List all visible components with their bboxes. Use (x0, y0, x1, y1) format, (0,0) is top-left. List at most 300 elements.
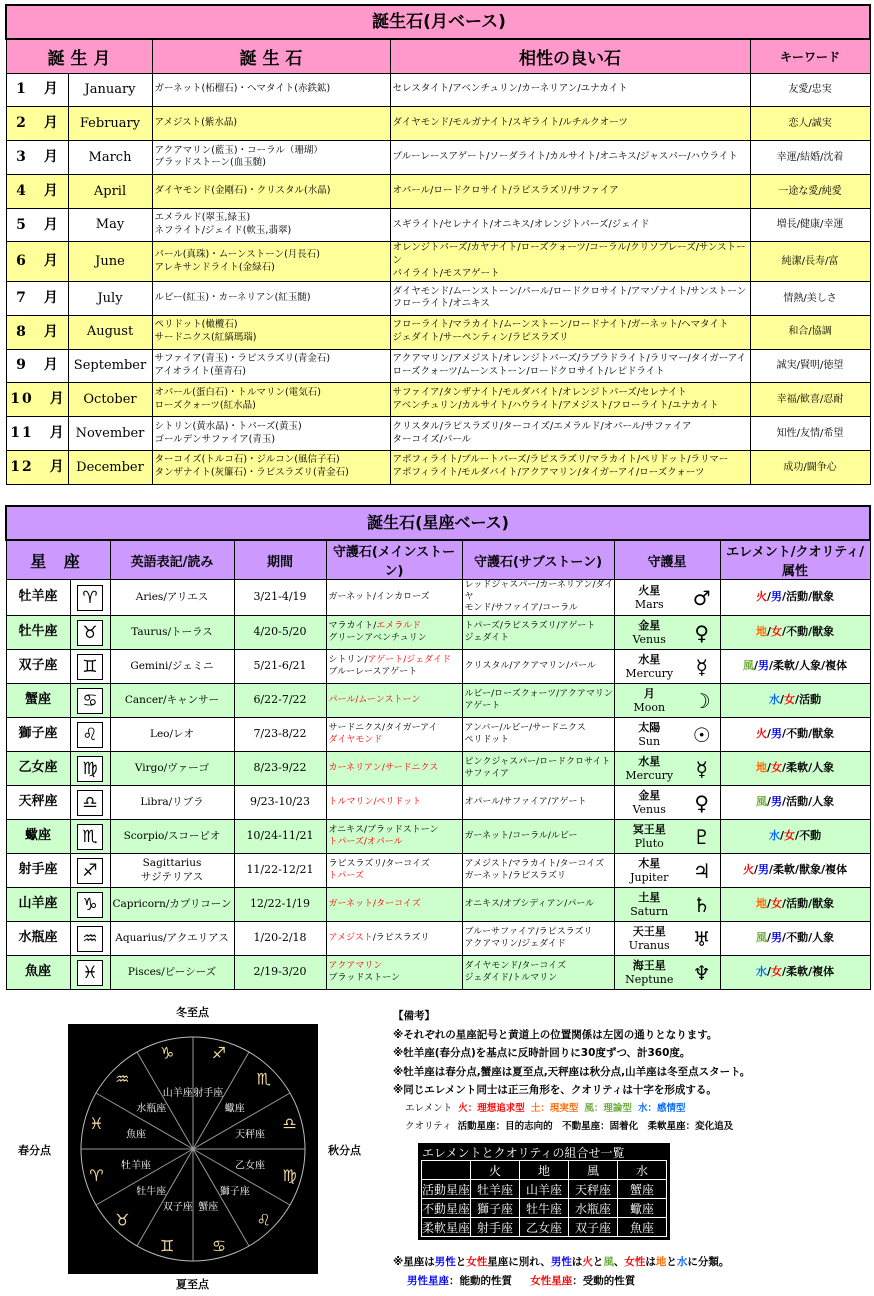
element-water: 水：感情型 (637, 1102, 686, 1114)
element-cell (720, 580, 870, 616)
sub-stone-line: ダイヤモンド/ターコイズ (464, 960, 566, 971)
sub-stone-line: ピンクジャスパー/ロードクロサイト (464, 756, 611, 767)
birthstone-line: サードニクス(紅縞瑪瑙) (154, 332, 257, 344)
month-cell: 4 月 (6, 174, 68, 208)
guardian-planet-cell (614, 786, 684, 820)
planet-symbol-icon: ♄ (684, 888, 720, 922)
reading-cell (110, 888, 234, 922)
foot-text: 星座に別れ、 (487, 1256, 551, 1268)
header-zodiac: 星 座 (6, 540, 110, 580)
table-row (6, 450, 870, 484)
birthstone-cell (152, 242, 390, 281)
planet-name: 水星 (638, 755, 661, 769)
zodiac-name-cell: 獅子座 (6, 718, 70, 752)
planet-name: 月 (643, 687, 655, 701)
zodiac-name-cell: 双子座 (6, 650, 70, 684)
main-stone-text: マラカイト/ (328, 620, 377, 631)
period-cell: 10/24-11/21 (234, 820, 326, 854)
sub-stone-line: ガーネット/コーラル/ルビー (464, 830, 578, 841)
planet-english: Pluto (634, 836, 664, 850)
guardian-planet-cell (614, 888, 684, 922)
main-stone-line (329, 763, 462, 775)
reading-cell (110, 752, 234, 786)
keyword-cell: 誠実/賢明/徳望 (750, 349, 870, 383)
zodiac-name-cell: 牡牛座 (6, 616, 70, 650)
element-value: 水 (769, 829, 781, 843)
element-cell (720, 922, 870, 956)
table-row (6, 383, 870, 417)
compatible-cell (390, 107, 750, 141)
birthstone-line: エメラルド(翠玉,緑玉) (154, 212, 251, 224)
attributes-value: /柔軟/獣象/複体 (769, 863, 848, 877)
element-cell (720, 752, 870, 786)
quality-legend-text: 活動星座：目的志向的 不動星座：固着化 柔軟星座：変化追及 (457, 1121, 734, 1132)
compatible-line: アクアマリン/アメジスト/オレンジトパーズ/ラブラドライト/ラリマー/タイガーアイ (392, 353, 746, 365)
compatible-cell (390, 208, 750, 242)
main-stone-line: トパーズ/オパール (328, 836, 403, 847)
element-value: 火 (756, 727, 768, 741)
sub-stone-cell (462, 650, 614, 684)
reading-cell (110, 922, 234, 956)
sub-stone-cell (462, 580, 614, 616)
zodiac-sign-icon: ♍ (77, 756, 103, 782)
month-english-cell: July (68, 281, 152, 315)
wheel-sign-label: 双子座 (162, 1201, 193, 1213)
compatible-cell (390, 315, 750, 349)
gender-value: 女 (771, 897, 783, 911)
element-cell (720, 684, 870, 718)
compatible-line: セレスタイト/アベンチュリン/カーネリアン/ユナカイト (392, 83, 628, 95)
foot-male-sign: 男性星座 (407, 1275, 449, 1287)
compatible-line: サファイア/タンザナイト/モルダバイト/オレンジトパーズ/セレナイト (392, 386, 687, 398)
birthstone-cell (152, 349, 390, 383)
table-row (6, 107, 870, 141)
zodiac-sign-icon: ♉ (77, 620, 103, 646)
element-value: 風 (756, 795, 768, 809)
compatible-line: アベンチュリン/カルサイト/ハウライト/アメジスト/フローライト/ユナカイト (392, 399, 719, 411)
planet-name: 海王星 (632, 959, 666, 973)
sub-stone-line: サファイア (464, 768, 510, 779)
gender-value: 男 (758, 863, 770, 877)
zodiac-symbol-cell (70, 580, 110, 616)
header-guardian-planet: 守護星 (614, 540, 720, 580)
notes-section (393, 1007, 868, 1137)
month-english-cell: January (68, 73, 152, 107)
main-stone-red: パール/ムーンストーン (328, 694, 421, 705)
gender-value: 男 (758, 659, 770, 673)
gender-value: 男 (771, 727, 783, 741)
combo-cell: 双子座 (569, 1218, 618, 1237)
birthstone-cell (152, 315, 390, 349)
table-row (6, 820, 870, 854)
main-stone-cell (326, 922, 462, 956)
element-legend (393, 1100, 868, 1119)
header-period: 期間 (234, 540, 326, 580)
zodiac-symbol-cell (70, 786, 110, 820)
planet-symbol-icon: ♀ (684, 786, 720, 820)
birthstone-line: ターコイズ(トルコ石)・ジルコン(風信子石) (154, 454, 340, 466)
zodiac-symbol-cell (70, 752, 110, 786)
zodiac-symbol-cell (70, 922, 110, 956)
quality-legend-label: クオリティ (405, 1121, 452, 1132)
sub-stone-line: アクアマリン/ジェダイド (464, 938, 566, 949)
sub-stone-cell (462, 752, 614, 786)
sub-stone-line: アンバー/ルビー/サードニクス (464, 722, 586, 733)
planet-name: 火星 (638, 584, 661, 598)
reading-cell (110, 580, 234, 616)
compatible-cell (390, 73, 750, 107)
period-cell: 5/21-6/21 (234, 650, 326, 684)
planet-name: 木星 (638, 857, 661, 871)
guardian-planet-cell (614, 580, 684, 616)
gender-notes (393, 1253, 729, 1291)
reading-line: Leo/レオ (149, 727, 195, 740)
sub-stone-line: オパール/サファイア/アゲート (464, 796, 587, 807)
element-cell (720, 718, 870, 752)
table-row (6, 684, 870, 718)
reading-line: Cancer/キャンサー (124, 693, 220, 706)
compatible-line: クリスタル/ラピスラズリ/ターコイズ/エメラルド/オパール/サファイア (392, 420, 692, 432)
notes-line: ※牡羊座は春分点,蟹座は夏至点,天秤座は秋分点,山羊座は冬至点スタート。 (393, 1065, 751, 1078)
separator: / (767, 625, 772, 639)
combo-cell: 魚座 (618, 1218, 667, 1237)
main-stone-line (329, 592, 462, 604)
birthstone-line: サファイア(青玉)・ラピスラズリ(青金石) (154, 353, 331, 365)
guardian-planet-cell (614, 922, 684, 956)
main-stone-cell (326, 580, 462, 616)
element-earth: 土：現実型 (530, 1102, 579, 1114)
birthstone-line: オパール(蛋白石)・トルマリン(電気石) (154, 386, 321, 398)
foot-water: 水 (676, 1256, 688, 1268)
month-english-cell: October (68, 383, 152, 417)
main-stone-line (329, 695, 462, 707)
reading-line: Capricorn/カプリコーン (112, 897, 232, 910)
gender-line-1 (393, 1253, 729, 1272)
sub-stone-line: ジェダイト (464, 632, 510, 643)
element-value: 水 (756, 965, 768, 979)
planet-name: 太陽 (638, 721, 661, 735)
zodiac-name-cell: 牡羊座 (6, 580, 70, 616)
planet-symbol-icon: ♃ (684, 854, 720, 888)
keyword-cell: 友愛/忠実 (750, 73, 870, 107)
compatible-cell (390, 450, 750, 484)
planet-symbol-icon: ♂ (684, 580, 720, 616)
element-cell (720, 616, 870, 650)
table-row (6, 854, 870, 888)
foot-text: と (592, 1256, 604, 1268)
autumn-equinox-label: 秋分点 (328, 1144, 361, 1157)
guardian-planet-cell (614, 956, 684, 990)
table-row (6, 174, 870, 208)
sub-stone-cell (462, 922, 614, 956)
separator: / (780, 829, 785, 843)
main-stone-red: ガーネット/ターコイズ (328, 898, 421, 909)
reading-line: Aquarius/アクエリアス (115, 931, 229, 944)
header-birthstone: 誕 生 石 (152, 39, 390, 73)
sub-stone-cell (462, 956, 614, 990)
period-cell: 2/19-3/20 (234, 956, 326, 990)
reading-line: Sagittarius (142, 856, 202, 869)
sub-stone-line: モンド/サファイア/コーラル (464, 603, 578, 614)
compatible-line: フローライト/マラカイト/ムーンストーン/ロードナイト/ガーネット/ヘマタイト (392, 319, 729, 331)
main-stone-cell (326, 820, 462, 854)
notes-title: 【備考】 (393, 1010, 435, 1022)
zodiac-sign-icon: ♒ (77, 926, 103, 952)
zodiac-wheel-area (0, 1003, 380, 1293)
main-stone-cell (326, 786, 462, 820)
month-cell: 12 月 (6, 450, 68, 484)
attributes-value: /活動/獣象 (782, 590, 835, 604)
planet-symbol-icon: ♇ (684, 820, 720, 854)
main-stone-red: エメラルド (376, 620, 421, 631)
main-stone-red: カーネリアン/サードニクス (328, 762, 439, 773)
winter-solstice-label: 冬至点 (176, 1006, 209, 1019)
compatible-line: ローズクォーツ/ムーンストーン/ロードクロサイト/レピドライト (392, 365, 665, 377)
birthstone-line: ルビー(紅玉)・カーネリアン(紅玉髄) (154, 291, 311, 303)
combo-title: エレメントとクオリティの組合せ一覧 (422, 1146, 625, 1160)
element-value: 地 (756, 761, 768, 775)
wheel-sign-icon: ♋ (211, 1236, 227, 1256)
compatible-cell (390, 174, 750, 208)
zodiac-table-title: 誕生石(星座ベース) (6, 506, 870, 540)
header-keywords: キーワード (750, 39, 870, 73)
gender-value: 女 (784, 829, 796, 843)
main-stone-text: オニキス/ブラッドストーン (328, 824, 439, 835)
gender-value: 男 (771, 931, 783, 945)
zodiac-sign-icon: ♓ (77, 960, 103, 986)
wheel-sign-icon: ♉ (115, 1210, 130, 1230)
main-stone-line (329, 723, 462, 735)
gender-value: 女 (784, 693, 796, 707)
month-birthstone-table (5, 4, 871, 485)
main-stone-line: トパーズ (328, 870, 364, 881)
compatible-line: ダイヤモンド/ムーンストーン/パール/ロードクロサイト/アマゾナイト/サンストーン (392, 285, 747, 297)
month-cell: 3 月 (6, 141, 68, 175)
compatible-line: オレンジトパーズ/カヤナイト/ローズクォーツ/コーラル/クリソプレーズ/サンストーン (392, 242, 746, 267)
reading-line: Virgo/ヴァーゴ (134, 761, 210, 774)
wheel-sign-icon: ♍ (282, 1165, 297, 1185)
table-row (6, 73, 870, 107)
period-cell: 6/22-7/22 (234, 684, 326, 718)
sub-stone-cell (462, 718, 614, 752)
planet-name: 冥王星 (632, 823, 666, 837)
summer-solstice-label: 夏至点 (176, 1278, 209, 1291)
zodiac-sign-icon: ♏ (77, 824, 103, 850)
combo-cell: 活動星座 (422, 1180, 471, 1199)
main-stone-cell (326, 684, 462, 718)
combo-header-cell: 風 (569, 1161, 618, 1180)
gender-value: 男 (771, 795, 783, 809)
planet-symbol-icon: ♅ (684, 922, 720, 956)
zodiac-symbol-cell (70, 854, 110, 888)
wheel-sign-icon: ♒ (115, 1069, 130, 1089)
period-cell: 7/23-8/22 (234, 718, 326, 752)
main-stone-cell (326, 752, 462, 786)
header-sub-stone: 守護石(サブストーン) (462, 540, 614, 580)
planet-english: Saturn (630, 904, 669, 918)
compatible-line: パイライト/モスアゲート (392, 268, 500, 280)
attributes-value: /活動 (795, 693, 822, 707)
foot-male-desc: ：能動的性質 (449, 1275, 512, 1287)
compatible-line: スギライト/セレナイト/オニキス/オレンジトパーズ/ジェイド (392, 218, 650, 230)
planet-english: Mercury (625, 768, 674, 782)
keyword-cell: 幸福/歓喜/忍耐 (750, 383, 870, 417)
birthstone-cell (152, 450, 390, 484)
main-stone-red: アクアマリン (328, 960, 383, 971)
main-stone-red: トルマリン/ペリドット (328, 796, 422, 807)
sub-stone-line: アメジスト/マラカイト/ターコイズ (464, 858, 605, 869)
attributes-value: /活動/人象 (782, 795, 835, 809)
month-english-cell: November (68, 417, 152, 451)
birthstone-line: シトリン(黄水晶)・トパーズ(黄玉) (154, 420, 302, 432)
attributes-value: /柔軟/複体 (782, 965, 835, 979)
keyword-cell: 増長/健康/幸運 (750, 208, 870, 242)
compatible-cell (390, 349, 750, 383)
reading-cell (110, 684, 234, 718)
wheel-sign-icon: ♈ (89, 1165, 104, 1185)
gender-value: 女 (771, 965, 783, 979)
foot-female-sign: 女性星座 (530, 1275, 573, 1287)
notes-line: ※それぞれの星座記号と黄道上の位置関係は左図の通りとなります。 (393, 1028, 718, 1041)
wheel-sign-label: 射手座 (193, 1088, 224, 1100)
birthstone-line: ガーネット(柘榴石)・ヘマタイト(赤鉄鉱) (154, 83, 331, 95)
element-value: 風 (743, 659, 754, 673)
reading-line: Aries/アリエス (135, 590, 209, 603)
table-row (6, 242, 870, 281)
sub-stone-line: ガーネット/ラピスラズリ (464, 870, 566, 881)
sub-stone-line: クリスタル/アクアマリン/パール (464, 660, 596, 671)
foot-air: 風 (603, 1256, 614, 1268)
separator: / (767, 931, 772, 945)
zodiac-sign-icon: ♈ (77, 585, 103, 611)
combo-cell: 乙女座 (520, 1218, 569, 1237)
main-stone-text: /ラピスラズリ (372, 932, 430, 943)
gender-line-2 (393, 1272, 729, 1291)
main-stone-line: ブラッドストーン (328, 972, 401, 983)
guardian-planet-cell (614, 854, 684, 888)
gender-value: 女 (771, 625, 783, 639)
compatible-cell (390, 281, 750, 315)
planet-english: Mars (634, 597, 664, 611)
zodiac-name-cell: 魚座 (6, 956, 70, 990)
element-air: 風：理論型 (584, 1102, 632, 1114)
main-stone-cell (326, 718, 462, 752)
reading-line: Gemini/ジェミニ (130, 659, 214, 672)
keyword-cell: 和合/協調 (750, 315, 870, 349)
main-stone-line: ダイヤモンド (328, 734, 383, 745)
compatible-line: ターコイズ/パール (392, 433, 472, 445)
table-row (6, 141, 870, 175)
birthstone-line: アレキサンドライト(金緑石) (154, 261, 275, 273)
main-stone-line (329, 933, 462, 945)
compatible-cell (390, 141, 750, 175)
table-row (6, 315, 870, 349)
sub-stone-line: トパーズ/ラピスラズリ/アゲート (464, 620, 596, 631)
reading-line: サジテリアス (140, 870, 204, 883)
table-row (6, 580, 870, 616)
attributes-value: /不動/獣象 (782, 625, 835, 639)
birthstone-cell (152, 174, 390, 208)
reading-line: Scorpio/スコーピオ (123, 829, 221, 842)
planet-name: 金星 (638, 789, 661, 803)
wheel-sign-icon: ♏ (256, 1069, 271, 1089)
main-stone-text: シトリン/ (328, 654, 368, 665)
birthstone-cell (152, 208, 390, 242)
element-value: 地 (756, 625, 768, 639)
birthstone-line: ブラッドストーン(血玉髄) (154, 157, 266, 169)
combo-cell: 獅子座 (471, 1199, 520, 1218)
wheel-sign-label: 天秤座 (234, 1129, 265, 1141)
reading-line: Pisces/ピーシーズ (127, 965, 217, 978)
zodiac-sign-icon: ♋ (77, 688, 103, 714)
keyword-cell: 成功/闘争心 (750, 450, 870, 484)
foot-female-desc: ：受動的性質 (572, 1275, 636, 1287)
guardian-planet-cell (614, 616, 684, 650)
element-cell (720, 854, 870, 888)
month-cell: 8 月 (6, 315, 68, 349)
element-quality-combo-table (418, 1143, 670, 1240)
planet-english: Neptune (625, 972, 674, 986)
combo-header-cell (422, 1161, 471, 1180)
guardian-planet-cell (614, 650, 684, 684)
reading-cell (110, 786, 234, 820)
main-stone-cell (326, 956, 462, 990)
zodiac-name-cell: 蟹座 (6, 684, 70, 718)
zodiac-symbol-cell (70, 684, 110, 718)
gender-value: 女 (771, 761, 783, 775)
month-english-cell: December (68, 450, 152, 484)
header-main-stone: 守護石(メインストーン) (326, 540, 462, 580)
foot-text: と (455, 1256, 467, 1268)
table-row (6, 718, 870, 752)
zodiac-name-cell: 乙女座 (6, 752, 70, 786)
period-cell: 9/23-10/23 (234, 786, 326, 820)
sub-stone-cell (462, 820, 614, 854)
zodiac-sign-icon: ♊ (77, 654, 103, 680)
planet-symbol-icon: ☽ (684, 684, 720, 718)
month-cell: 9 月 (6, 349, 68, 383)
month-cell: 2 月 (6, 107, 68, 141)
combo-cell: 不動星座 (422, 1199, 471, 1218)
month-cell: 5 月 (6, 208, 68, 242)
planet-english: Sun (638, 734, 661, 748)
zodiac-symbol-cell (70, 718, 110, 752)
planet-name: 土星 (638, 891, 661, 905)
wheel-sign-label: 牡牛座 (136, 1186, 167, 1198)
reading-cell (110, 956, 234, 990)
element-cell (720, 786, 870, 820)
combo-cell: 蟹座 (618, 1180, 667, 1199)
guardian-planet-cell (614, 752, 684, 786)
wheel-sign-label: 乙女座 (234, 1160, 265, 1172)
keyword-cell: 知性/友情/希望 (750, 417, 870, 451)
wheel-sign-label: 獅子座 (219, 1186, 250, 1198)
month-cell: 1 月 (6, 73, 68, 107)
month-english-cell: August (68, 315, 152, 349)
zodiac-name-cell: 蠍座 (6, 820, 70, 854)
sub-stone-line: レッドジャスパー/カーネリアン/ダイヤ (464, 580, 614, 602)
guardian-planet-cell (614, 820, 684, 854)
combo-cell: 牡牛座 (520, 1199, 569, 1218)
keyword-cell: 純潔/長寿/富 (750, 242, 870, 281)
foot-female: 女性 (466, 1256, 488, 1268)
sub-stone-line: ルビー/ローズクォーツ/アクアマリン (464, 688, 613, 699)
main-stone-text: ガーネット/インカローズ (328, 591, 430, 602)
planet-symbol-icon: ☿ (684, 650, 720, 684)
combo-cell: 牡羊座 (471, 1180, 520, 1199)
zodiac-birthstone-table (5, 505, 871, 990)
month-cell: 11 月 (6, 417, 68, 451)
